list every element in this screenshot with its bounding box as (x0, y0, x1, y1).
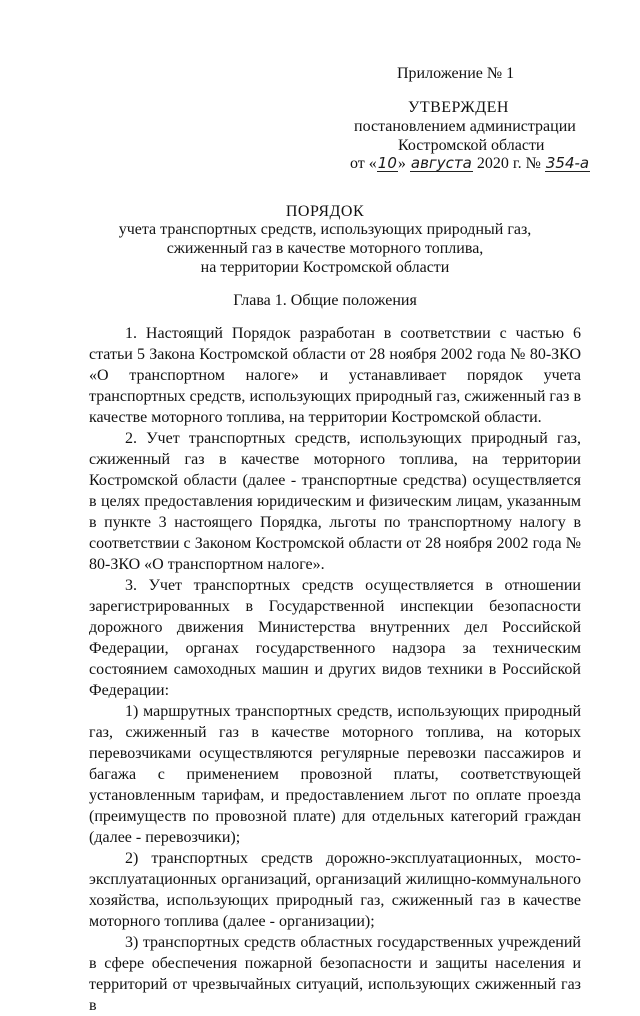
handwritten-day: 10 (377, 154, 397, 172)
date-year: 2020 г. № (476, 155, 541, 172)
paragraph-3-item-2: 2) транспортных средств дорожно-эксплуатационных, мосто-эксплуатационных организаций, организаций жилищно-коммунального хозяйства, использующих природный газ, сжиженный газ в качестве моторного топлива (далее - организации); (89, 850, 581, 930)
paragraph-3-item-3: 3) транспортных средств областных государственных учреждений в сфере обеспечения пожарной безопасности и защиты населения и территорий от чрезвычайных ситуаций, использующих сжиженный газ в (89, 934, 581, 1014)
decree-date-line (350, 153, 590, 174)
date-prefix: от « (350, 155, 377, 172)
document-title: ПОРЯДОК (285, 203, 365, 220)
document-subtitle-2: сжиженный газ в качестве моторного топлива, (166, 240, 484, 257)
handwritten-number: 354-а (545, 154, 590, 172)
document-subtitle-1: учета транспортных средств, использующих природный газ, (118, 221, 532, 238)
paragraph-3: 3. Учет транспортных средств осуществляется в отношении зарегистрированных в Государственной инспекции безопасности дорожного движения Министерства внутренних дел Российской Федерации, органах государственного надзора за техническим состоянием самоходных машин и других видов техники в Российской Федерации: (89, 577, 581, 699)
paragraph-1: 1. Настоящий Порядок разработан в соответствии с частью 6 статьи 5 Закона Костромской области от 28 ноября 2002 года № 80-ЗКО «О транспортном налоге» и устанавливает порядок учета транспортных средств, использующих природный газ, сжиженный газ в качестве моторного топлива, на территории Костромской области. (89, 325, 581, 426)
approved-label: УТВЕРЖДЕН (408, 99, 509, 116)
decree-line-1: постановлением администрации (354, 118, 576, 135)
appendix-label: Приложение № 1 (397, 65, 515, 82)
document-subtitle-3: на территории Костромской области (200, 259, 450, 276)
date-mid: » (397, 155, 406, 172)
decree-line-2: Костромской области (398, 137, 545, 154)
paragraph-3-item-1: 1) маршрутных транспортных средств, использующих природный газ, сжиженный газ в качестве моторного топлива, на которых перевозчиками осуществляются регулярные перевозки пассажиров и багажа с применением провозной платы, соответствующей установленным тарифам, и предоставлением льгот по оплате проезда (преимуществ по провозной плате) для отдельных категорий граждан (далее - перевозчики); (89, 703, 581, 846)
chapter-heading: Глава 1. Общие положения (233, 292, 417, 309)
paragraph-2: 2. Учет транспортных средств, использующих природный газ, сжиженный газ в качестве моторного топлива, на территории Костромской области (далее - транспортные средства) осуществляется в целях предоставления юридическим и физическим лицам, указанным в пункте 3 настоящего Порядка, льготы по транспортному налогу в соответствии с Законом Костромской области от 28 ноября 2002 года № 80-ЗКО «О транспортном налоге». (89, 430, 581, 573)
document-body (89, 323, 581, 1016)
handwritten-month: августа (410, 154, 472, 172)
